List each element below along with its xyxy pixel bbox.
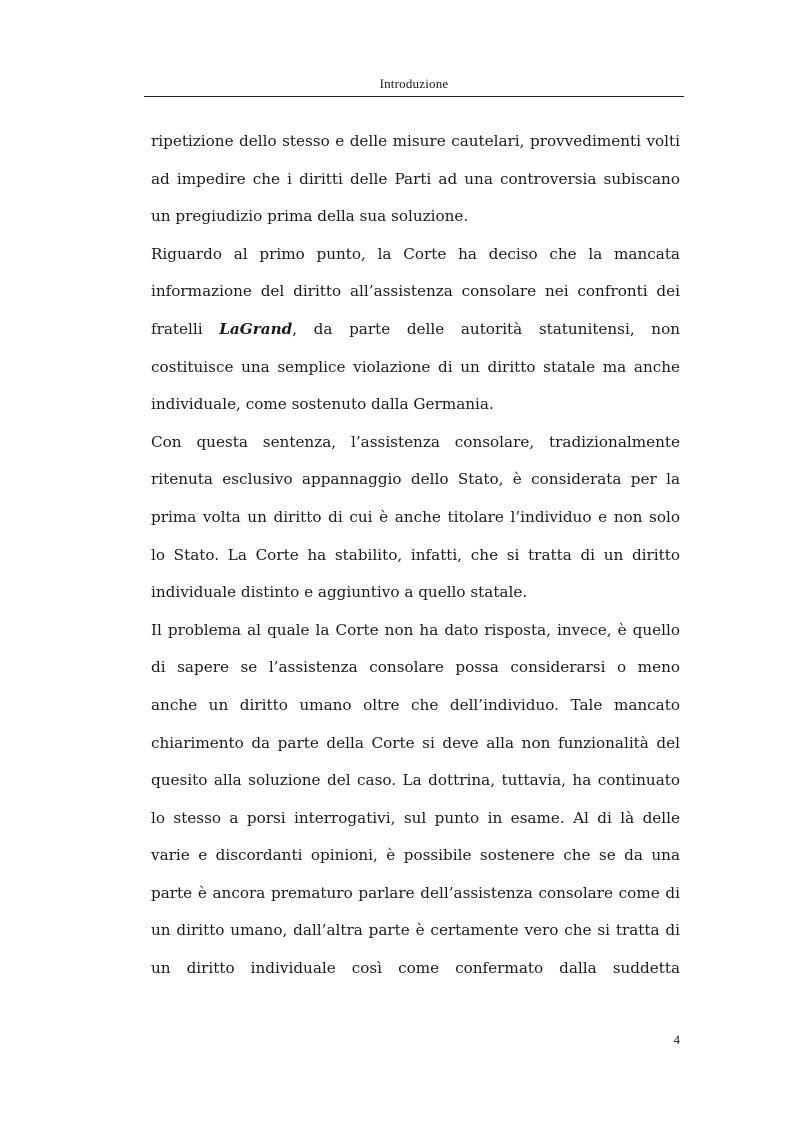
text-line: ripetizione dello stesso e delle misure cautelari, provvedimenti volti [151,132,680,150]
text-segment: , da parte delle autorità statunitensi, non [292,319,680,338]
text-line: Il problema al quale la Corte non ha dato risposta, invece, è quello [151,620,680,639]
page-number: 4 [673,1032,680,1047]
paragraph-3 [151,424,680,612]
text-line: un pregiudizio prima della sua soluzione. [151,207,469,226]
text-line: costituisce una semplice violazione di un diritto statale ma anche [151,357,680,376]
text-line: Riguardo al primo punto, la Corte ha deciso che la mancata [151,244,680,263]
text-line: informazione del diritto all’assistenza consolare nei confronti dei [151,282,680,301]
text-line: di sapere se l’assistenza consolare possa considerarsi o meno [151,658,680,677]
running-header: Introduzione [379,76,449,91]
text-line: ad impedire che i diritti delle Parti ad una controversia subiscano [151,169,680,188]
text-segment: fratelli [151,319,220,338]
text-line: un diritto umano, dall’altra parte è certamente vero che si tratta di [151,921,680,940]
text-line: individuale, come sostenuto dalla Germania. [151,395,494,414]
text-line: un diritto individuale così come confermato dalla suddetta [151,959,680,978]
paragraph-1 [151,123,680,236]
text-line: ritenuta esclusivo appannaggio dello Stato, è considerata per la [151,470,680,489]
text-line: parte è ancora prematuro parlare dell’assistenza consolare come di [151,883,680,902]
text-line: prima volta un diritto di cui è anche titolare l’individuo e non solo [151,507,680,526]
text-line: varie e discordanti opinioni, è possibile sostenere che se da una [151,846,680,865]
paragraph-4 [151,612,680,988]
text-line: anche un diritto umano oltre che dell’individuo. Tale mancato [151,695,680,714]
header-rule [144,96,684,97]
text-line: Con questa sentenza, l’assistenza consolare, tradizionalmente [151,432,680,451]
text-line: chiarimento da parte della Corte si deve alla non funzionalità del [151,733,680,752]
text-line: lo stesso a porsi interrogativi, sul punto in esame. Al di là delle [151,808,680,827]
text-line-with-name [151,311,680,349]
person-name: LaGrand [219,319,293,338]
body-text [151,123,680,988]
paragraph-2 [151,236,680,424]
text-line: quesito alla soluzione del caso. La dottrina, tuttavia, ha continuato [151,771,680,790]
text-line: lo Stato. La Corte ha stabilito, infatti, che si tratta di un diritto [151,545,680,564]
text-line: individuale distinto e aggiuntivo a quello statale. [151,583,528,602]
